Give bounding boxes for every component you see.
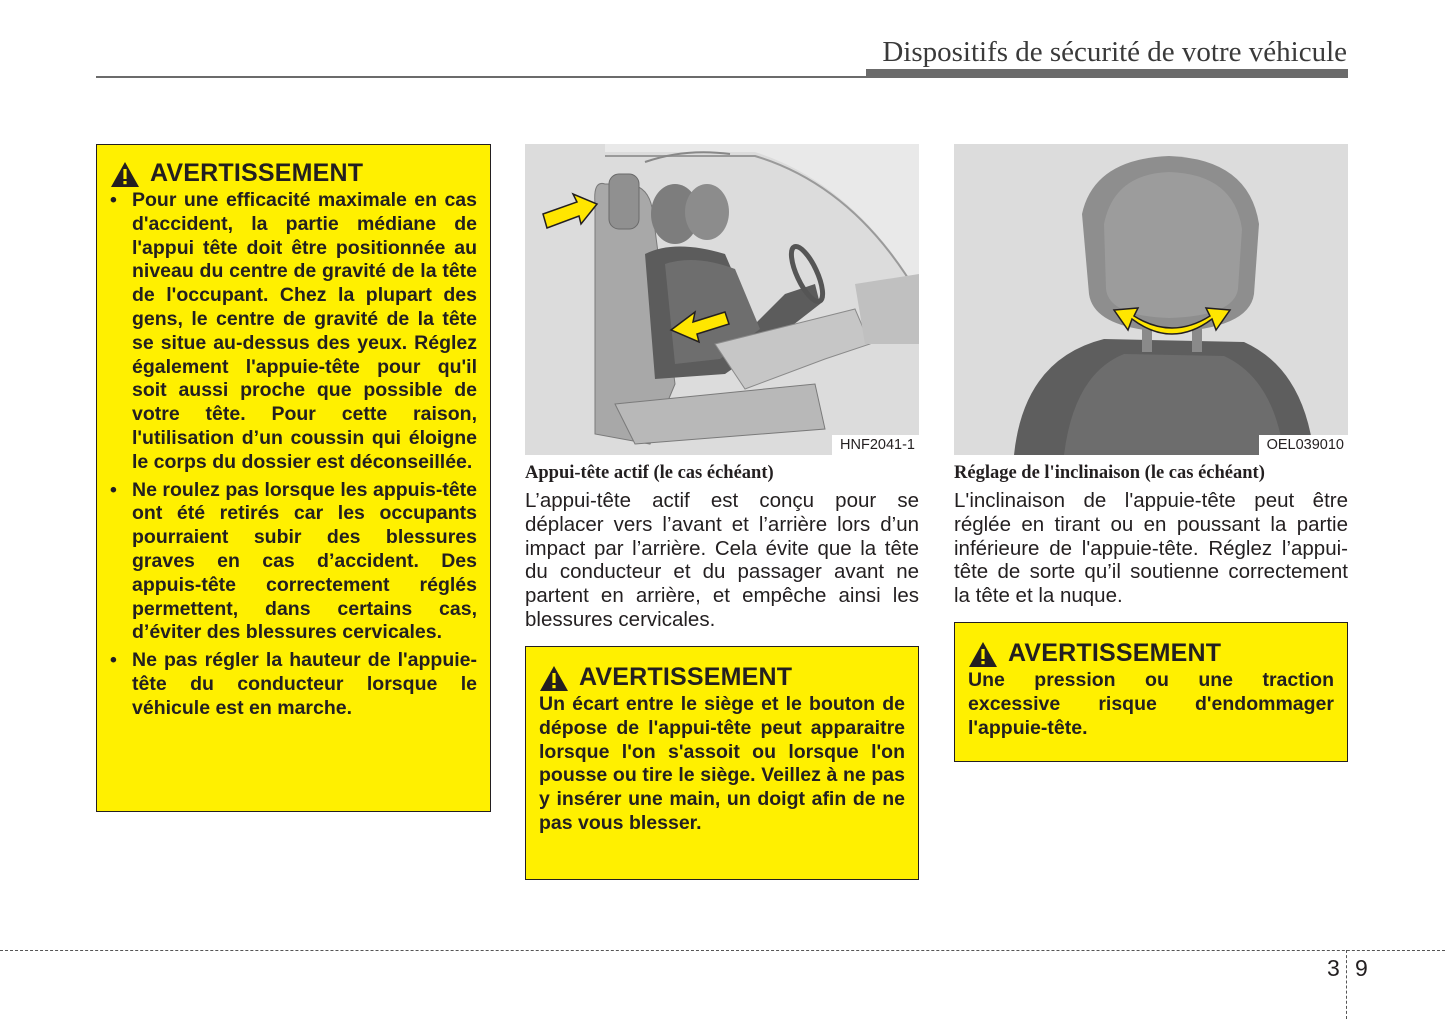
footer-vertical-divider: [1346, 950, 1347, 1019]
warning-bullet: • Pour une efficacité maximale en cas d'accident, la partie médiane de l'appui tête doit être positionnée au niveau du centre de gravité de la tête de l'occupant. Chez la plupart des gens, le centre de gravité de la tête se situe au-dessus des yeux. Réglez également l'appuie-tête pour qu'il soit aussi proche que possible de votre tête. Pour cette raison, l'utilisation d’un coussin qui éloigne le corps du dossier est déconseillée.: [110, 189, 477, 473]
page-chapter-number: 3: [1327, 955, 1340, 981]
header-rule: [96, 76, 1348, 78]
headrest-illustration: [954, 144, 1348, 455]
warning-bullet: • Ne roulez pas lorsque les appuis-tête ont été retirés car les occupants pourraient subir des blessures graves en cas d’accident. Des appuis-tête correctement réglés permettent, dans certains cas, d’éviter des blessures cervicales.: [110, 478, 477, 644]
warning-heading: [539, 663, 905, 693]
driver-seat-illustration: [525, 144, 919, 455]
warning-triangle-icon: [968, 641, 998, 668]
warning-title: AVERTISSEMENT: [1008, 639, 1222, 668]
active-headrest-text: L’appui-tête actif est conçu pour se déplacer vers l’avant et l’arrière lors d’un impact par l’arrière. Cela évite que la tête du conducteur et du passager avant ne partent en arrière, et empêche ainsi les blessures cervicales.: [525, 489, 919, 631]
section-title: Dispositifs de sécurité de votre véhicule: [882, 36, 1347, 68]
warning-title: AVERTISSEMENT: [579, 663, 793, 692]
left-warning-box: [96, 144, 491, 812]
middle-warning-box: [525, 646, 919, 880]
right-warning-box: [954, 622, 1348, 762]
active-headrest-caption: Appui-tête actif (le cas échéant): [525, 463, 774, 483]
tilt-caption: Réglage de l'inclinaison (le cas échéant): [954, 463, 1265, 483]
page-number: 9: [1355, 955, 1368, 981]
warning-text: Une pression ou une traction excessive risque d'endommager l'appuie-tête.: [968, 669, 1334, 739]
figure-code: OEL039010: [1259, 435, 1348, 455]
active-headrest-figure: [525, 144, 919, 455]
figure-code: HNF2041-1: [832, 435, 919, 455]
warning-text: Un écart entre le siège et le bouton de dépose de l'appui-tête peut apparaitre lorsque l'on s'assoit ou lorsque l'on pousse ou tire le siège. Veillez à ne pas y insérer une main, un doigt afin de ne pas vous blesser.: [539, 693, 905, 834]
warning-heading: [110, 159, 477, 189]
warning-triangle-icon: [539, 665, 569, 692]
warning-bullet-list: [110, 189, 477, 721]
warning-bullet: • Ne pas régler la hauteur de l'appuie-tête du conducteur lorsque le véhicule est en marche.: [110, 649, 477, 719]
warning-heading: [968, 639, 1334, 669]
tilt-text: L'inclinaison de l'appuie-tête peut être réglée en tirant ou en poussant la partie inférieure de l'appuie-tête. Réglez l’appui-tête de sorte qu’il soutienne correctement la tête et la nuque.: [954, 489, 1348, 608]
warning-title: AVERTISSEMENT: [150, 159, 364, 188]
headrest-tilt-figure: [954, 144, 1348, 455]
footer-divider: [0, 950, 1445, 951]
warning-triangle-icon: [110, 161, 140, 188]
